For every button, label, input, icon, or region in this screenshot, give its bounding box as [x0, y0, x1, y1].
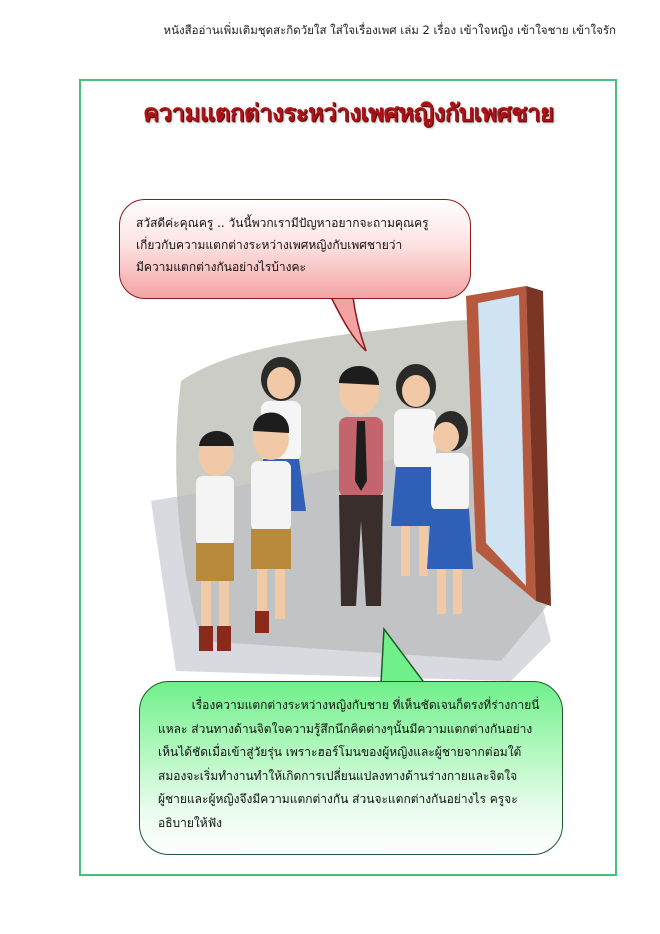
students-line-3: มีความแตกต่างกันอย่างไรบ้างคะ — [136, 260, 306, 274]
teacher-speech-text: เรื่องความแตกต่างระหว่างหญิงกับชาย ที่เห็นชัดเจนก็ตรงที่ร่างกายนี่แหละ ส่วนทางด้านจิตใจความรู้สึกนึกคิดต่างๆนั้นมีความแตกต่างกันอย่างเห็นได้ชัดเมื่อเข้าสู่วัยรุ่น เพราะฮอร์โมนของผู้หญิงและผู้ชายจากต่อมใต้สมองจะเริ่มทำงานทำให้เกิดการเปลี่ยนแปลงทางด้านร่างกายและจิตใจ ผู้ชายและผู้หญิงจึงมีความแตกต่างกัน ส่วนจะแตกต่างกันอย่างไร ครูจะอธิบายให้ฟัง — [158, 698, 540, 830]
content-frame — [79, 79, 617, 876]
students-line-2: เกี่ยวกับความแตกต่างระหว่างเพศหญิงกับเพศชายว่า — [136, 238, 403, 252]
students-line-1: สวัสดีค่ะคุณครู .. วันนี้พวกเรามีปัญหาอยากจะถามคุณครู — [136, 216, 429, 230]
teacher-speech-bubble — [139, 681, 563, 855]
students-speech-bubble — [119, 199, 471, 299]
running-header: หนังสืออ่านเพิ่มเติมชุดสะกิดวัยใส ใส่ใจเรื่องเพศ เล่ม 2 เรื่อง เข้าใจหญิง เข้าใจชาย เข้าใจรัก — [163, 23, 616, 37]
page-title: ความแตกต่างระหว่างเพศหญิงกับเพศชาย — [143, 99, 554, 127]
